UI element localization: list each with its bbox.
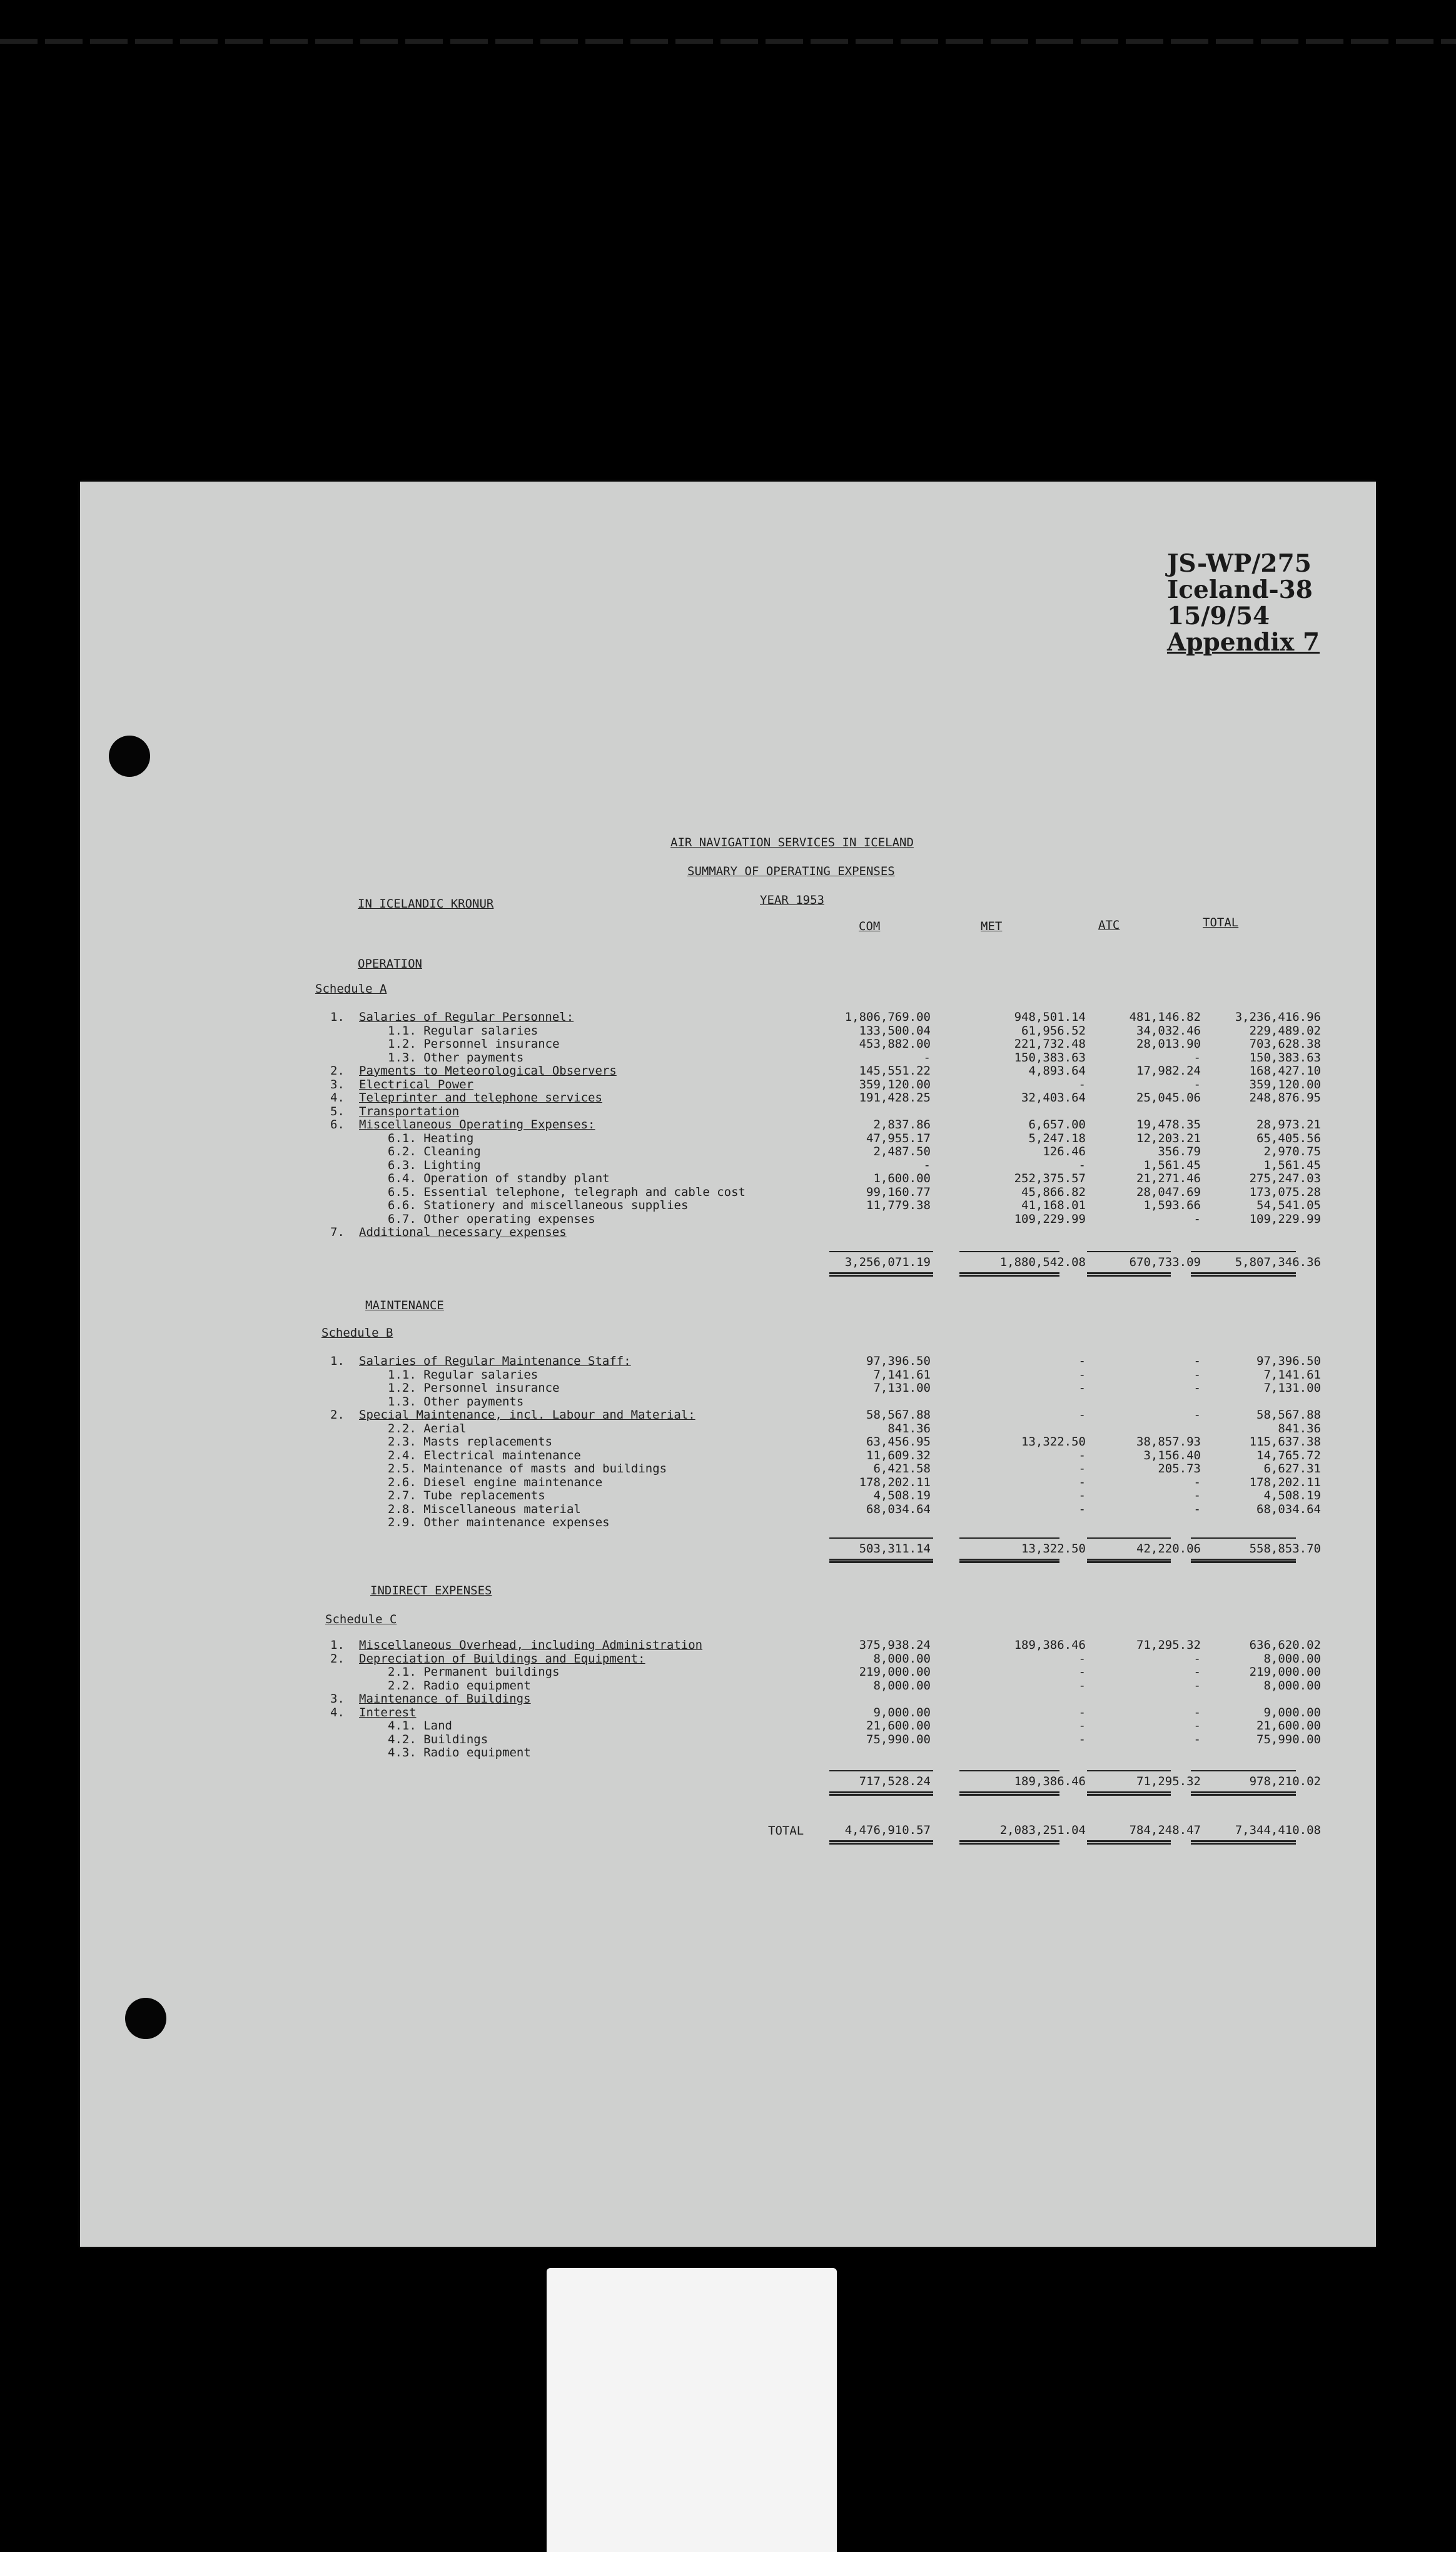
indirect-row-label: 2.2. Radio equipment <box>388 1678 531 1693</box>
operation-cell-total: 229,489.02 <box>1249 1023 1321 1038</box>
operation-cell-com: 453,882.00 <box>859 1037 931 1051</box>
indirect-row-label: Maintenance of Buildings <box>359 1692 531 1706</box>
operation-row-label: Transportation <box>359 1104 460 1118</box>
operation-row-label: 6.5. Essential telephone, telegraph and cable cost <box>388 1185 746 1199</box>
operation-cell-atc: 1,561.45 <box>1143 1158 1201 1172</box>
sum-rule <box>959 1251 1059 1252</box>
maintenance-cell-atc: - <box>1193 1475 1201 1489</box>
operation-row-number: 4. <box>330 1091 345 1105</box>
operation-subtotal-com: 3,256,071.19 <box>844 1255 931 1269</box>
maintenance-row-label: 2.6. Diesel engine maintenance <box>388 1475 603 1489</box>
maintenance-cell-total: 4,508.19 <box>1263 1489 1321 1502</box>
operation-cell-atc: - <box>1193 1212 1201 1226</box>
total-double-rule <box>829 1840 933 1845</box>
maintenance-cell-met: - <box>1078 1448 1086 1462</box>
maintenance-cell-met: - <box>1078 1354 1086 1368</box>
maintenance-cell-total: 14,765.72 <box>1256 1448 1321 1462</box>
maintenance-cell-total: 97,396.50 <box>1256 1354 1321 1368</box>
operation-cell-total: 248,876.95 <box>1249 1091 1321 1105</box>
operation-row-number: 7. <box>330 1225 345 1239</box>
operation-row-label: 6.4. Operation of standby plant <box>388 1172 610 1185</box>
reference-appendix: Appendix 7 <box>1166 628 1320 657</box>
total-double-rule <box>1191 1840 1296 1845</box>
column-header-atc: ATC <box>1098 918 1120 932</box>
operation-cell-com: 1,806,769.00 <box>844 1010 931 1024</box>
indirect-cell-total: 8,000.00 <box>1263 1678 1321 1693</box>
operation-subtotal-atc: 670,733.09 <box>1129 1255 1201 1269</box>
operation-row-label: Additional necessary expenses <box>359 1225 567 1239</box>
operation-row-number: 5. <box>330 1104 345 1118</box>
operation-cell-atc: 34,032.46 <box>1136 1023 1201 1038</box>
indirect-row-label: Interest <box>359 1705 417 1719</box>
operation-cell-com: 145,551.22 <box>859 1064 931 1078</box>
maintenance-cell-atc: - <box>1193 1408 1201 1422</box>
operation-cell-com: 2,487.50 <box>873 1145 931 1158</box>
indirect-cell-met: - <box>1078 1719 1086 1733</box>
operation-cell-met: 61,956.52 <box>1021 1023 1086 1038</box>
grand-total-met: 2,083,251.04 <box>999 1823 1086 1837</box>
operation-cell-total: 3,236,416.96 <box>1235 1010 1321 1024</box>
operation-cell-atc: 356.79 <box>1158 1145 1201 1158</box>
indirect-subtotal-com: 717,528.24 <box>859 1775 931 1788</box>
indirect-cell-atc: 71,295.32 <box>1136 1638 1201 1652</box>
maintenance-row-label: Salaries of Regular Maintenance Staff: <box>359 1354 631 1368</box>
operation-cell-total: 54,541.05 <box>1256 1198 1321 1212</box>
total-double-rule <box>1191 1791 1296 1796</box>
operation-cell-com: - <box>923 1050 931 1065</box>
operation-cell-com: 359,120.00 <box>859 1077 931 1091</box>
maintenance-cell-atc: 205.73 <box>1158 1462 1201 1476</box>
maintenance-cell-com: 7,131.00 <box>873 1381 931 1395</box>
maintenance-row-label: 1.2. Personnel insurance <box>388 1381 560 1395</box>
operation-row-label: 6.7. Other operating expenses <box>388 1212 595 1226</box>
total-double-rule <box>829 1559 933 1563</box>
indirect-subtotal-total: 978,210.02 <box>1249 1775 1321 1788</box>
maintenance-cell-total: 58,567.88 <box>1256 1408 1321 1422</box>
indirect-cell-met: - <box>1078 1732 1086 1746</box>
maintenance-cell-atc: - <box>1193 1354 1201 1368</box>
sum-rule <box>1087 1770 1171 1771</box>
sum-rule <box>1191 1537 1296 1539</box>
operation-cell-com: 47,955.17 <box>866 1131 931 1145</box>
maintenance-row-label: 2.5. Maintenance of masts and buildings <box>388 1462 667 1476</box>
film-edge-marks <box>0 39 1456 44</box>
indirect-cell-com: 8,000.00 <box>873 1651 931 1666</box>
document-title: AIR NAVIGATION SERVICES IN ICELAND <box>670 836 914 849</box>
operation-cell-total: 2,970.75 <box>1263 1145 1321 1158</box>
maintenance-cell-com: 58,567.88 <box>866 1408 931 1422</box>
total-double-rule <box>959 1559 1059 1563</box>
indirect-cell-atc: - <box>1193 1678 1201 1693</box>
maintenance-cell-total: 7,141.61 <box>1263 1367 1321 1382</box>
operation-cell-met: 126.46 <box>1043 1145 1086 1158</box>
column-header-total: TOTAL <box>1203 916 1239 929</box>
maintenance-cell-total: 7,131.00 <box>1263 1381 1321 1395</box>
total-double-rule <box>959 1791 1059 1796</box>
maintenance-cell-total: 68,034.64 <box>1256 1502 1321 1516</box>
operation-cell-met: 948,501.14 <box>1014 1010 1086 1024</box>
operation-cell-com: 1,600.00 <box>873 1172 931 1185</box>
maintenance-row-label: 1.1. Regular salaries <box>388 1367 538 1382</box>
operation-row-label: Miscellaneous Operating Expenses: <box>359 1118 595 1132</box>
indirect-cell-total: 8,000.00 <box>1263 1651 1321 1666</box>
indirect-cell-total: 75,990.00 <box>1256 1732 1321 1746</box>
total-double-rule <box>1087 1791 1171 1796</box>
indirect-cell-com: 219,000.00 <box>859 1665 931 1679</box>
operation-cell-total: 359,120.00 <box>1249 1077 1321 1091</box>
indirect-cell-com: 8,000.00 <box>873 1678 931 1693</box>
indirect-row-number: 3. <box>330 1692 345 1706</box>
reference-code: JS-WP/275 <box>1166 549 1312 578</box>
operation-cell-total: 173,075.28 <box>1249 1185 1321 1199</box>
indirect-cell-atc: - <box>1193 1705 1201 1719</box>
sum-rule <box>959 1537 1059 1539</box>
total-double-rule <box>1191 1272 1296 1277</box>
total-double-rule <box>959 1272 1059 1277</box>
indirect-cell-com: 21,600.00 <box>866 1719 931 1733</box>
maintenance-cell-com: 11,609.32 <box>866 1448 931 1462</box>
maintenance-cell-total: 115,637.38 <box>1249 1435 1321 1449</box>
operation-row-label: 1.3. Other payments <box>388 1050 524 1065</box>
maintenance-cell-met: - <box>1078 1462 1086 1476</box>
document-page <box>80 482 1376 2247</box>
maintenance-row-label: 1.3. Other payments <box>388 1394 524 1409</box>
operation-cell-atc: 17,982.24 <box>1136 1064 1201 1078</box>
indirect-cell-total: 9,000.00 <box>1263 1705 1321 1719</box>
maintenance-cell-total: 6,627.31 <box>1263 1462 1321 1476</box>
operation-subtotal-total: 5,807,346.36 <box>1235 1255 1321 1269</box>
maintenance-cell-com: 68,034.64 <box>866 1502 931 1516</box>
operation-row-number: 2. <box>330 1064 345 1078</box>
operation-cell-atc: 21,271.46 <box>1136 1172 1201 1185</box>
operation-cell-com: 191,428.25 <box>859 1091 931 1105</box>
maintenance-cell-com: 841.36 <box>887 1421 931 1436</box>
operation-cell-total: 150,383.63 <box>1249 1050 1321 1065</box>
reference-date: 15/9/54 <box>1166 602 1270 630</box>
operation-cell-met: - <box>1078 1158 1086 1172</box>
indirect-heading: INDIRECT EXPENSES <box>370 1584 492 1598</box>
maintenance-row-label: 2.8. Miscellaneous material <box>388 1502 581 1516</box>
operation-cell-total: 109,229.99 <box>1249 1212 1321 1226</box>
currency-label: IN ICELANDIC KRONUR <box>358 897 494 911</box>
indirect-cell-met: - <box>1078 1665 1086 1679</box>
operation-row-label: 6.3. Lighting <box>388 1158 481 1172</box>
reference-country: Iceland-38 <box>1166 575 1313 604</box>
maintenance-cell-atc: - <box>1193 1502 1201 1516</box>
maintenance-cell-met: - <box>1078 1502 1086 1516</box>
operation-row-label: Electrical Power <box>359 1077 474 1091</box>
operation-cell-total: 275,247.03 <box>1249 1172 1321 1185</box>
indirect-cell-atc: - <box>1193 1732 1201 1746</box>
maintenance-row-label: 2.2. Aerial <box>388 1421 467 1436</box>
maintenance-cell-atc: - <box>1193 1381 1201 1395</box>
document-subtitle: SUMMARY OF OPERATING EXPENSES <box>687 864 895 878</box>
maintenance-cell-total: 178,202.11 <box>1249 1475 1321 1489</box>
indirect-cell-com: 375,938.24 <box>859 1638 931 1652</box>
operation-row-label: Salaries of Regular Personnel: <box>359 1010 574 1024</box>
indirect-cell-met: 189,386.46 <box>1014 1638 1086 1652</box>
total-double-rule <box>1087 1272 1171 1277</box>
operation-cell-atc: 481,146.82 <box>1129 1010 1201 1024</box>
maintenance-row-label: 2.4. Electrical maintenance <box>388 1448 581 1462</box>
operation-cell-atc: - <box>1193 1050 1201 1065</box>
grand-total-com: 4,476,910.57 <box>844 1823 931 1837</box>
grand-total-total: 7,344,410.08 <box>1235 1823 1321 1837</box>
operation-cell-total: 28,973.21 <box>1256 1118 1321 1132</box>
operation-cell-com: 11,779.38 <box>866 1198 931 1212</box>
indirect-cell-atc: - <box>1193 1665 1201 1679</box>
indirect-row-label: 4.3. Radio equipment <box>388 1746 531 1760</box>
indirect-subtotal-met: 189,386.46 <box>1014 1775 1086 1788</box>
indirect-row-label: 4.1. Land <box>388 1719 452 1733</box>
operation-row-label: 1.2. Personnel insurance <box>388 1037 560 1051</box>
maintenance-heading: MAINTENANCE <box>365 1299 444 1312</box>
maintenance-subtotal-met: 13,322.50 <box>1021 1542 1086 1556</box>
operation-cell-met: 32,403.64 <box>1021 1091 1086 1105</box>
indirect-row-label: 4.2. Buildings <box>388 1732 488 1746</box>
operation-row-number: 6. <box>330 1118 345 1132</box>
operation-cell-met: 221,732.48 <box>1014 1037 1086 1051</box>
indirect-row-label: 2.1. Permanent buildings <box>388 1665 560 1679</box>
operation-row-label: Payments to Meteorological Observers <box>359 1064 617 1078</box>
maintenance-cell-com: 6,421.58 <box>873 1462 931 1476</box>
maintenance-cell-com: 97,396.50 <box>866 1354 931 1368</box>
maintenance-cell-com: 178,202.11 <box>859 1475 931 1489</box>
operation-cell-met: 252,375.57 <box>1014 1172 1086 1185</box>
operation-cell-met: 150,383.63 <box>1014 1050 1086 1065</box>
operation-cell-total: 65,405.56 <box>1256 1131 1321 1145</box>
operation-cell-total: 703,628.38 <box>1249 1037 1321 1051</box>
operation-cell-com: 133,500.04 <box>859 1023 931 1038</box>
operation-cell-atc: 28,013.90 <box>1136 1037 1201 1051</box>
operation-heading: OPERATION <box>358 957 422 971</box>
maintenance-row-label: 2.9. Other maintenance expenses <box>388 1516 610 1529</box>
maintenance-cell-atc: - <box>1193 1489 1201 1502</box>
operation-cell-met: 6,657.00 <box>1028 1118 1086 1132</box>
punch-hole <box>125 1998 166 2039</box>
operation-row-label: 1.1. Regular salaries <box>388 1023 538 1038</box>
operation-cell-met: 4,893.64 <box>1028 1064 1086 1078</box>
sum-rule <box>1087 1537 1171 1539</box>
indirect-cell-met: - <box>1078 1705 1086 1719</box>
sum-rule <box>1087 1251 1171 1252</box>
operation-cell-met: 5,247.18 <box>1028 1131 1086 1145</box>
maintenance-cell-com: 4,508.19 <box>873 1489 931 1502</box>
operation-cell-total: 168,427.10 <box>1249 1064 1321 1078</box>
operation-row-number: 3. <box>330 1077 345 1091</box>
document-year: YEAR 1953 <box>760 893 824 907</box>
operation-cell-total: 1,561.45 <box>1263 1158 1321 1172</box>
indirect-cell-com: 9,000.00 <box>873 1705 931 1719</box>
sum-rule <box>829 1537 933 1539</box>
operation-cell-com: 99,160.77 <box>866 1185 931 1199</box>
sum-rule <box>1191 1251 1296 1252</box>
operation-cell-atc: 28,047.69 <box>1136 1185 1201 1199</box>
maintenance-subtotal-com: 503,311.14 <box>859 1542 931 1556</box>
operation-cell-met: - <box>1078 1077 1086 1091</box>
operation-row-number: 1. <box>330 1010 345 1024</box>
maintenance-cell-atc: 38,857.93 <box>1136 1435 1201 1449</box>
operation-cell-met: 41,168.01 <box>1021 1198 1086 1212</box>
indirect-cell-met: - <box>1078 1651 1086 1666</box>
indirect-row-label: Depreciation of Buildings and Equipment: <box>359 1651 645 1666</box>
maintenance-row-number: 1. <box>330 1354 345 1368</box>
maintenance-row-label: 2.3. Masts replacements <box>388 1435 553 1449</box>
operation-cell-atc: 1,593.66 <box>1143 1198 1201 1212</box>
indirect-cell-atc: - <box>1193 1719 1201 1733</box>
operation-row-label: Teleprinter and telephone services <box>359 1091 602 1105</box>
maintenance-row-label: 2.7. Tube replacements <box>388 1489 545 1502</box>
operation-cell-atc: 12,203.21 <box>1136 1131 1201 1145</box>
indirect-cell-total: 219,000.00 <box>1249 1665 1321 1679</box>
maintenance-cell-met: - <box>1078 1367 1086 1382</box>
maintenance-cell-met: - <box>1078 1489 1086 1502</box>
maintenance-cell-com: 63,456.95 <box>866 1435 931 1449</box>
operation-schedule: Schedule A <box>315 982 387 996</box>
indirect-cell-met: - <box>1078 1678 1086 1693</box>
operation-subtotal-met: 1,880,542.08 <box>999 1255 1086 1269</box>
operation-row-label: 6.6. Stationery and miscellaneous supplies <box>388 1198 689 1212</box>
indirect-cell-atc: - <box>1193 1651 1201 1666</box>
reference-block <box>1167 550 1320 656</box>
maintenance-subtotal-atc: 42,220.06 <box>1136 1542 1201 1556</box>
maintenance-cell-com: 7,141.61 <box>873 1367 931 1382</box>
operation-cell-atc: 25,045.06 <box>1136 1091 1201 1105</box>
sum-rule <box>1191 1770 1296 1771</box>
indirect-row-label: Miscellaneous Overhead, including Administration <box>359 1638 703 1652</box>
indirect-row-number: 2. <box>330 1651 345 1666</box>
maintenance-cell-met: 13,322.50 <box>1021 1435 1086 1449</box>
maintenance-cell-atc: - <box>1193 1367 1201 1382</box>
operation-row-label: 6.2. Cleaning <box>388 1145 481 1158</box>
indirect-schedule: Schedule C <box>325 1613 397 1626</box>
grand-total-label: TOTAL <box>768 1824 804 1838</box>
indirect-row-number: 1. <box>330 1638 345 1652</box>
sum-rule <box>829 1251 933 1252</box>
operation-cell-com: 2,837.86 <box>873 1118 931 1132</box>
total-double-rule <box>1087 1840 1171 1845</box>
maintenance-subtotal-total: 558,853.70 <box>1249 1542 1321 1556</box>
operation-cell-atc: - <box>1193 1077 1201 1091</box>
operation-cell-com: - <box>923 1158 931 1172</box>
total-double-rule <box>829 1272 933 1277</box>
maintenance-cell-met: - <box>1078 1381 1086 1395</box>
maintenance-cell-atc: 3,156.40 <box>1143 1448 1201 1462</box>
maintenance-row-label: Special Maintenance, incl. Labour and Material: <box>359 1408 695 1422</box>
maintenance-row-number: 2. <box>330 1408 345 1422</box>
maintenance-schedule: Schedule B <box>321 1326 393 1340</box>
maintenance-cell-total: 841.36 <box>1278 1421 1321 1436</box>
sum-rule <box>829 1770 933 1771</box>
punch-hole <box>109 736 150 777</box>
indirect-cell-total: 636,620.02 <box>1249 1638 1321 1652</box>
operation-cell-met: 45,866.82 <box>1021 1185 1086 1199</box>
indirect-subtotal-atc: 71,295.32 <box>1136 1775 1201 1788</box>
sum-rule <box>959 1770 1059 1771</box>
total-double-rule <box>1087 1559 1171 1563</box>
operation-cell-met: 109,229.99 <box>1014 1212 1086 1226</box>
total-double-rule <box>1191 1559 1296 1563</box>
column-header-com: COM <box>859 919 881 933</box>
indirect-cell-com: 75,990.00 <box>866 1732 931 1746</box>
grand-total-atc: 784,248.47 <box>1129 1823 1201 1837</box>
indirect-cell-total: 21,600.00 <box>1256 1719 1321 1733</box>
indirect-row-number: 4. <box>330 1705 345 1719</box>
maintenance-cell-met: - <box>1078 1408 1086 1422</box>
paper-slip <box>547 2268 837 2552</box>
operation-row-label: 6.1. Heating <box>388 1131 474 1145</box>
operation-cell-atc: 19,478.35 <box>1136 1118 1201 1132</box>
column-header-met: MET <box>981 919 1003 933</box>
total-double-rule <box>959 1840 1059 1845</box>
total-double-rule <box>829 1791 933 1796</box>
maintenance-cell-met: - <box>1078 1475 1086 1489</box>
